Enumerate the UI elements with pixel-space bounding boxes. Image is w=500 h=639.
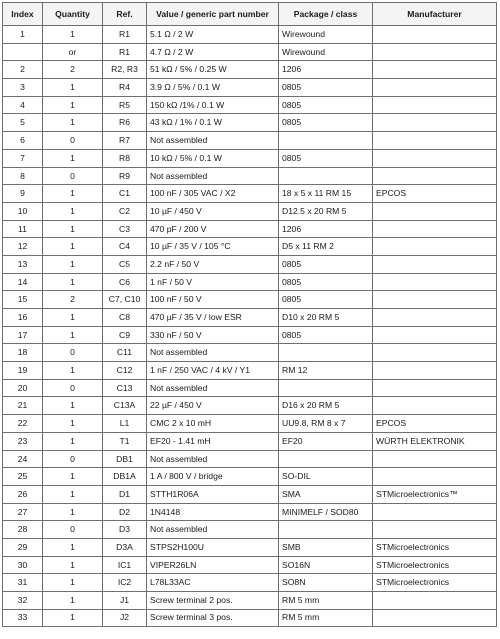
table-row — [3, 609, 497, 626]
cell-package: 0805 — [279, 114, 373, 132]
cell-quantity: 1 — [43, 415, 103, 433]
cell-quantity: 1 — [43, 574, 103, 592]
table-row — [3, 61, 497, 79]
cell-package: 0805 — [279, 255, 373, 273]
cell-quantity: 1 — [43, 362, 103, 380]
cell-manufacturer — [373, 273, 497, 291]
cell-manufacturer — [373, 468, 497, 486]
cell-value: 2.2 nF / 50 V — [147, 255, 279, 273]
cell-manufacturer — [373, 291, 497, 309]
cell-index: 3 — [3, 79, 43, 97]
cell-quantity: 1 — [43, 273, 103, 291]
cell-quantity: 2 — [43, 291, 103, 309]
cell-manufacturer — [373, 450, 497, 468]
table-row — [3, 556, 497, 574]
cell-package: 1206 — [279, 61, 373, 79]
table-row — [3, 220, 497, 238]
cell-index: 25 — [3, 468, 43, 486]
cell-value: 100 nF / 305 VAC / X2 — [147, 185, 279, 203]
cell-ref: C5 — [103, 255, 147, 273]
cell-ref: DB1 — [103, 450, 147, 468]
cell-index: 21 — [3, 397, 43, 415]
cell-value: 330 nF / 50 V — [147, 326, 279, 344]
cell-manufacturer — [373, 132, 497, 150]
cell-index: 12 — [3, 238, 43, 256]
cell-index: 5 — [3, 114, 43, 132]
cell-package: 0805 — [279, 291, 373, 309]
cell-value: 3.9 Ω / 5% / 0.1 W — [147, 79, 279, 97]
cell-value: Not assembled — [147, 379, 279, 397]
table-row — [3, 468, 497, 486]
cell-ref: C1 — [103, 185, 147, 203]
cell-value: 22 µF / 450 V — [147, 397, 279, 415]
cell-manufacturer — [373, 503, 497, 521]
cell-manufacturer — [373, 326, 497, 344]
cell-ref: R1 — [103, 26, 147, 44]
header-index: Index — [3, 3, 43, 26]
cell-ref: R5 — [103, 96, 147, 114]
cell-ref: C7, C10 — [103, 291, 147, 309]
table-row — [3, 309, 497, 327]
cell-value: 10 kΩ / 5% / 0.1 W — [147, 149, 279, 167]
cell-manufacturer — [373, 114, 497, 132]
table-row — [3, 43, 497, 61]
cell-index: 1 — [3, 26, 43, 44]
cell-quantity: 1 — [43, 96, 103, 114]
cell-package: D16 x 20 RM 5 — [279, 397, 373, 415]
cell-ref: R1 — [103, 43, 147, 61]
cell-index: 8 — [3, 167, 43, 185]
cell-quantity: 0 — [43, 450, 103, 468]
table-row — [3, 132, 497, 150]
cell-manufacturer — [373, 220, 497, 238]
cell-value: 470 pF / 200 V — [147, 220, 279, 238]
cell-quantity: 1 — [43, 309, 103, 327]
cell-package: UU9.8, RM 8 x 7 — [279, 415, 373, 433]
cell-manufacturer: EPCOS — [373, 185, 497, 203]
cell-index: 4 — [3, 96, 43, 114]
cell-ref: J2 — [103, 609, 147, 626]
cell-package — [279, 450, 373, 468]
cell-package: SO16N — [279, 556, 373, 574]
cell-value: EF20 - 1.41 mH — [147, 432, 279, 450]
table-row — [3, 202, 497, 220]
table-row — [3, 326, 497, 344]
cell-ref: D3A — [103, 538, 147, 556]
cell-manufacturer — [373, 255, 497, 273]
cell-manufacturer — [373, 309, 497, 327]
header-ref: Ref. — [103, 3, 147, 26]
cell-quantity: 1 — [43, 485, 103, 503]
cell-package: Wirewound — [279, 43, 373, 61]
cell-quantity: 1 — [43, 238, 103, 256]
cell-index: 27 — [3, 503, 43, 521]
cell-value: Not assembled — [147, 450, 279, 468]
cell-index: 14 — [3, 273, 43, 291]
cell-quantity: 1 — [43, 26, 103, 44]
cell-quantity: 0 — [43, 167, 103, 185]
cell-ref: C3 — [103, 220, 147, 238]
bill-of-materials-table — [2, 2, 497, 627]
table-row — [3, 79, 497, 97]
cell-package: Wirewound — [279, 26, 373, 44]
cell-index: 18 — [3, 344, 43, 362]
cell-index: 31 — [3, 574, 43, 592]
cell-value: 100 nF / 50 V — [147, 291, 279, 309]
cell-ref: T1 — [103, 432, 147, 450]
cell-package: D10 x 20 RM 5 — [279, 309, 373, 327]
cell-index: 22 — [3, 415, 43, 433]
cell-value: 150 kΩ /1% / 0.1 W — [147, 96, 279, 114]
table-row — [3, 450, 497, 468]
cell-package: 0805 — [279, 149, 373, 167]
cell-value: 51 kΩ / 5% / 0.25 W — [147, 61, 279, 79]
cell-manufacturer — [373, 43, 497, 61]
cell-value: 1 nF / 50 V — [147, 273, 279, 291]
cell-value: 4.7 Ω / 2 W — [147, 43, 279, 61]
cell-quantity: 1 — [43, 149, 103, 167]
cell-quantity: 0 — [43, 521, 103, 539]
header-quantity: Quantity — [43, 3, 103, 26]
header-manufacturer: Manufacturer — [373, 3, 497, 26]
cell-package: RM 5 mm — [279, 609, 373, 626]
cell-value: STPS2H100U — [147, 538, 279, 556]
cell-value: CMC 2 x 10 mH — [147, 415, 279, 433]
cell-quantity: 1 — [43, 220, 103, 238]
cell-package: SMB — [279, 538, 373, 556]
cell-value: 5.1 Ω / 2 W — [147, 26, 279, 44]
cell-ref: C13A — [103, 397, 147, 415]
cell-manufacturer — [373, 202, 497, 220]
cell-index: 29 — [3, 538, 43, 556]
cell-quantity: 0 — [43, 344, 103, 362]
cell-manufacturer: STMicroelectronics — [373, 538, 497, 556]
table-header — [3, 3, 497, 26]
table-row — [3, 362, 497, 380]
cell-index: 11 — [3, 220, 43, 238]
cell-package — [279, 167, 373, 185]
cell-index: 26 — [3, 485, 43, 503]
cell-ref: C9 — [103, 326, 147, 344]
cell-ref: R4 — [103, 79, 147, 97]
cell-manufacturer — [373, 238, 497, 256]
cell-manufacturer — [373, 521, 497, 539]
cell-quantity: 1 — [43, 255, 103, 273]
cell-manufacturer — [373, 79, 497, 97]
cell-package: D5 x 11 RM 2 — [279, 238, 373, 256]
cell-package: RM 12 — [279, 362, 373, 380]
cell-quantity: 2 — [43, 61, 103, 79]
cell-value: Not assembled — [147, 167, 279, 185]
cell-index: 33 — [3, 609, 43, 626]
cell-value: 10 µF / 35 V / 105 °C — [147, 238, 279, 256]
table-row — [3, 238, 497, 256]
cell-quantity: 1 — [43, 592, 103, 610]
cell-package — [279, 521, 373, 539]
cell-package: SO-DIL — [279, 468, 373, 486]
cell-value: 1N4148 — [147, 503, 279, 521]
table-row — [3, 149, 497, 167]
cell-manufacturer — [373, 609, 497, 626]
table-row — [3, 26, 497, 44]
table-row — [3, 503, 497, 521]
cell-index: 30 — [3, 556, 43, 574]
cell-index: 19 — [3, 362, 43, 380]
cell-quantity: 1 — [43, 202, 103, 220]
cell-value: STTH1R06A — [147, 485, 279, 503]
cell-ref: IC1 — [103, 556, 147, 574]
cell-ref: C11 — [103, 344, 147, 362]
cell-quantity: 1 — [43, 609, 103, 626]
cell-manufacturer — [373, 26, 497, 44]
cell-quantity: 1 — [43, 114, 103, 132]
cell-index: 16 — [3, 309, 43, 327]
cell-value: 470 µF / 35 V / low ESR — [147, 309, 279, 327]
cell-index: 15 — [3, 291, 43, 309]
cell-ref: J1 — [103, 592, 147, 610]
cell-manufacturer: STMicroelectronics™ — [373, 485, 497, 503]
table-row — [3, 485, 497, 503]
cell-ref: C6 — [103, 273, 147, 291]
cell-manufacturer — [373, 61, 497, 79]
cell-package — [279, 344, 373, 362]
cell-package: 0805 — [279, 96, 373, 114]
cell-ref: R2, R3 — [103, 61, 147, 79]
cell-ref: C8 — [103, 309, 147, 327]
cell-index — [3, 43, 43, 61]
cell-value: 1 A / 800 V / bridge — [147, 468, 279, 486]
cell-ref: R8 — [103, 149, 147, 167]
cell-index: 7 — [3, 149, 43, 167]
cell-index: 20 — [3, 379, 43, 397]
cell-value: Screw terminal 3 pos. — [147, 609, 279, 626]
cell-ref: DB1A — [103, 468, 147, 486]
cell-index: 17 — [3, 326, 43, 344]
cell-value: 43 kΩ / 1% / 0.1 W — [147, 114, 279, 132]
cell-index: 24 — [3, 450, 43, 468]
table-body — [3, 26, 497, 627]
cell-manufacturer: STMicroelectronics — [373, 556, 497, 574]
table-row — [3, 114, 497, 132]
table-row — [3, 379, 497, 397]
table-row — [3, 592, 497, 610]
cell-package: RM 5 mm — [279, 592, 373, 610]
table-row — [3, 167, 497, 185]
cell-manufacturer — [373, 379, 497, 397]
table-row — [3, 432, 497, 450]
cell-package: D12.5 x 20 RM 5 — [279, 202, 373, 220]
cell-quantity: 1 — [43, 397, 103, 415]
cell-value: L78L33AC — [147, 574, 279, 592]
cell-manufacturer — [373, 397, 497, 415]
cell-quantity: 1 — [43, 432, 103, 450]
table-row — [3, 397, 497, 415]
cell-index: 32 — [3, 592, 43, 610]
cell-index: 9 — [3, 185, 43, 203]
header-row — [3, 3, 497, 26]
cell-quantity: 1 — [43, 503, 103, 521]
cell-manufacturer — [373, 344, 497, 362]
cell-ref: IC2 — [103, 574, 147, 592]
cell-manufacturer — [373, 167, 497, 185]
cell-ref: C13 — [103, 379, 147, 397]
cell-quantity: 1 — [43, 468, 103, 486]
cell-package: SO8N — [279, 574, 373, 592]
cell-value: Not assembled — [147, 521, 279, 539]
cell-ref: R6 — [103, 114, 147, 132]
cell-package: 0805 — [279, 326, 373, 344]
cell-index: 2 — [3, 61, 43, 79]
table-row — [3, 521, 497, 539]
cell-package: 0805 — [279, 79, 373, 97]
cell-ref: D2 — [103, 503, 147, 521]
cell-manufacturer — [373, 96, 497, 114]
header-package: Package / class — [279, 3, 373, 26]
cell-value: Not assembled — [147, 132, 279, 150]
cell-manufacturer — [373, 592, 497, 610]
cell-package — [279, 379, 373, 397]
table-row — [3, 273, 497, 291]
cell-value: Screw terminal 2 pos. — [147, 592, 279, 610]
cell-package: EF20 — [279, 432, 373, 450]
cell-manufacturer: STMicroelectronics — [373, 574, 497, 592]
cell-package: SMA — [279, 485, 373, 503]
table-row — [3, 415, 497, 433]
cell-value: 1 nF / 250 VAC / 4 kV / Y1 — [147, 362, 279, 380]
cell-package: MINIMELF / SOD80 — [279, 503, 373, 521]
cell-quantity: 1 — [43, 79, 103, 97]
cell-ref: D3 — [103, 521, 147, 539]
cell-quantity: 1 — [43, 185, 103, 203]
cell-package: 18 x 5 x 11 RM 15 — [279, 185, 373, 203]
cell-index: 28 — [3, 521, 43, 539]
cell-quantity: 0 — [43, 132, 103, 150]
cell-manufacturer: EPCOS — [373, 415, 497, 433]
cell-ref: C2 — [103, 202, 147, 220]
table-row — [3, 344, 497, 362]
cell-quantity: 0 — [43, 379, 103, 397]
cell-quantity: 1 — [43, 538, 103, 556]
cell-value: 10 µF / 450 V — [147, 202, 279, 220]
table-row — [3, 255, 497, 273]
cell-ref: C4 — [103, 238, 147, 256]
table-row — [3, 574, 497, 592]
cell-index: 6 — [3, 132, 43, 150]
cell-ref: D1 — [103, 485, 147, 503]
cell-ref: L1 — [103, 415, 147, 433]
cell-ref: C12 — [103, 362, 147, 380]
cell-quantity: or — [43, 43, 103, 61]
cell-value: VIPER26LN — [147, 556, 279, 574]
table-row — [3, 185, 497, 203]
cell-package — [279, 132, 373, 150]
cell-quantity: 1 — [43, 326, 103, 344]
table-row — [3, 96, 497, 114]
cell-package: 1206 — [279, 220, 373, 238]
table-row — [3, 291, 497, 309]
cell-ref: R7 — [103, 132, 147, 150]
cell-manufacturer — [373, 362, 497, 380]
cell-quantity: 1 — [43, 556, 103, 574]
header-value: Value / generic part number — [147, 3, 279, 26]
cell-index: 10 — [3, 202, 43, 220]
cell-manufacturer: WÜRTH ELEKTRONIK — [373, 432, 497, 450]
cell-index: 13 — [3, 255, 43, 273]
cell-package: 0805 — [279, 273, 373, 291]
cell-value: Not assembled — [147, 344, 279, 362]
cell-index: 23 — [3, 432, 43, 450]
cell-ref: R9 — [103, 167, 147, 185]
cell-manufacturer — [373, 149, 497, 167]
table-row — [3, 538, 497, 556]
